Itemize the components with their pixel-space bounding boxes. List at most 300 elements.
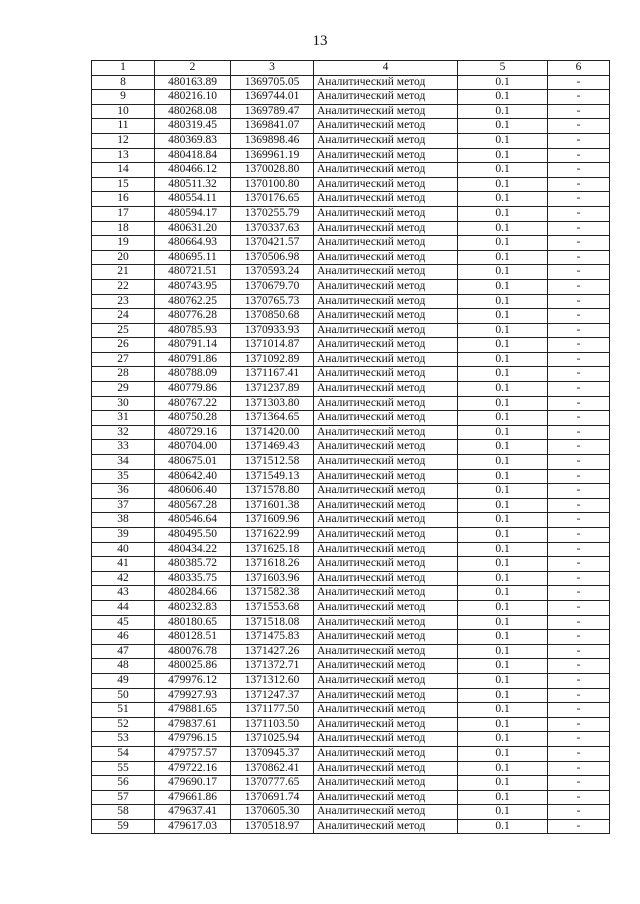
x-coordinate-cell: 480511.32 (155, 177, 231, 192)
note-cell: - (548, 148, 610, 163)
note-cell: - (548, 455, 610, 470)
method-cell: Аналитический метод (314, 557, 458, 572)
note-cell: - (548, 163, 610, 178)
table-row (92, 133, 610, 148)
note-cell: - (548, 673, 610, 688)
x-coordinate-cell: 480594.17 (155, 206, 231, 221)
point-number-cell: 23 (92, 294, 155, 309)
x-coordinate-cell: 480335.75 (155, 571, 231, 586)
y-coordinate-cell: 1370518.97 (231, 819, 314, 834)
x-coordinate-cell: 480779.86 (155, 382, 231, 397)
y-coordinate-cell: 1371475.83 (231, 630, 314, 645)
x-coordinate-cell: 479617.03 (155, 819, 231, 834)
table-row (92, 177, 610, 192)
x-coordinate-cell: 480767.22 (155, 396, 231, 411)
accuracy-cell: 0.1 (458, 528, 548, 543)
accuracy-cell: 0.1 (458, 732, 548, 747)
point-number-cell: 55 (92, 761, 155, 776)
note-cell: - (548, 790, 610, 805)
note-cell: - (548, 688, 610, 703)
x-coordinate-cell: 480729.16 (155, 425, 231, 440)
note-cell: - (548, 571, 610, 586)
x-coordinate-cell: 480076.78 (155, 644, 231, 659)
method-cell: Аналитический метод (314, 644, 458, 659)
x-coordinate-cell: 479881.65 (155, 703, 231, 718)
y-coordinate-cell: 1370593.24 (231, 265, 314, 280)
point-number-cell: 26 (92, 338, 155, 353)
table-row (92, 469, 610, 484)
accuracy-cell: 0.1 (458, 673, 548, 688)
method-cell: Аналитический метод (314, 221, 458, 236)
x-coordinate-cell: 480721.51 (155, 265, 231, 280)
table-body (92, 75, 610, 834)
method-cell: Аналитический метод (314, 717, 458, 732)
accuracy-cell: 0.1 (458, 90, 548, 105)
point-number-cell: 54 (92, 746, 155, 761)
note-cell: - (548, 104, 610, 119)
y-coordinate-cell: 1371512.58 (231, 455, 314, 470)
point-number-cell: 38 (92, 513, 155, 528)
accuracy-cell: 0.1 (458, 294, 548, 309)
x-coordinate-cell: 480025.86 (155, 659, 231, 674)
table-row (92, 600, 610, 615)
y-coordinate-cell: 1370862.41 (231, 761, 314, 776)
accuracy-cell: 0.1 (458, 148, 548, 163)
accuracy-cell: 0.1 (458, 557, 548, 572)
note-cell: - (548, 557, 610, 572)
y-coordinate-cell: 1371518.08 (231, 615, 314, 630)
point-number-cell: 52 (92, 717, 155, 732)
note-cell: - (548, 411, 610, 426)
x-coordinate-cell: 480675.01 (155, 455, 231, 470)
note-cell: - (548, 206, 610, 221)
point-number-cell: 48 (92, 659, 155, 674)
x-coordinate-cell: 480776.28 (155, 309, 231, 324)
method-cell: Аналитический метод (314, 615, 458, 630)
y-coordinate-cell: 1370765.73 (231, 294, 314, 309)
accuracy-cell: 0.1 (458, 600, 548, 615)
point-number-cell: 9 (92, 90, 155, 105)
method-cell: Аналитический метод (314, 177, 458, 192)
table-row (92, 455, 610, 470)
column-header-1: 1 (92, 61, 155, 76)
y-coordinate-cell: 1369705.05 (231, 75, 314, 90)
accuracy-cell: 0.1 (458, 440, 548, 455)
y-coordinate-cell: 1370255.79 (231, 206, 314, 221)
x-coordinate-cell: 479690.17 (155, 776, 231, 791)
point-number-cell: 43 (92, 586, 155, 601)
table-row (92, 323, 610, 338)
method-cell: Аналитический метод (314, 542, 458, 557)
method-cell: Аналитический метод (314, 746, 458, 761)
point-number-cell: 44 (92, 600, 155, 615)
note-cell: - (548, 513, 610, 528)
note-cell: - (548, 717, 610, 732)
accuracy-cell: 0.1 (458, 615, 548, 630)
y-coordinate-cell: 1371469.43 (231, 440, 314, 455)
accuracy-cell: 0.1 (458, 411, 548, 426)
method-cell: Аналитический метод (314, 673, 458, 688)
point-number-cell: 36 (92, 484, 155, 499)
note-cell: - (548, 615, 610, 630)
accuracy-cell: 0.1 (458, 236, 548, 251)
table-row (92, 440, 610, 455)
method-cell: Аналитический метод (314, 236, 458, 251)
note-cell: - (548, 309, 610, 324)
y-coordinate-cell: 1369841.07 (231, 119, 314, 134)
x-coordinate-cell: 480554.11 (155, 192, 231, 207)
x-coordinate-cell: 479722.16 (155, 761, 231, 776)
point-number-cell: 30 (92, 396, 155, 411)
table-row (92, 411, 610, 426)
y-coordinate-cell: 1369789.47 (231, 104, 314, 119)
accuracy-cell: 0.1 (458, 425, 548, 440)
x-coordinate-cell: 479637.41 (155, 805, 231, 820)
x-coordinate-cell: 480232.83 (155, 600, 231, 615)
table-row (92, 615, 610, 630)
point-number-cell: 19 (92, 236, 155, 251)
accuracy-cell: 0.1 (458, 571, 548, 586)
x-coordinate-cell: 480664.93 (155, 236, 231, 251)
y-coordinate-cell: 1371601.38 (231, 498, 314, 513)
table-row (92, 192, 610, 207)
table-row (92, 659, 610, 674)
y-coordinate-cell: 1371092.89 (231, 352, 314, 367)
accuracy-cell: 0.1 (458, 630, 548, 645)
point-number-cell: 18 (92, 221, 155, 236)
table-row (92, 528, 610, 543)
table-row (92, 557, 610, 572)
accuracy-cell: 0.1 (458, 746, 548, 761)
table-row (92, 148, 610, 163)
y-coordinate-cell: 1371014.87 (231, 338, 314, 353)
method-cell: Аналитический метод (314, 279, 458, 294)
table-row (92, 425, 610, 440)
note-cell: - (548, 703, 610, 718)
table-row (92, 352, 610, 367)
accuracy-cell: 0.1 (458, 338, 548, 353)
y-coordinate-cell: 1371103.50 (231, 717, 314, 732)
method-cell: Аналитический метод (314, 323, 458, 338)
x-coordinate-cell: 479837.61 (155, 717, 231, 732)
point-number-cell: 37 (92, 498, 155, 513)
x-coordinate-cell: 480642.40 (155, 469, 231, 484)
accuracy-cell: 0.1 (458, 382, 548, 397)
point-number-cell: 15 (92, 177, 155, 192)
accuracy-cell: 0.1 (458, 367, 548, 382)
x-coordinate-cell: 480128.51 (155, 630, 231, 645)
y-coordinate-cell: 1371364.65 (231, 411, 314, 426)
accuracy-cell: 0.1 (458, 396, 548, 411)
point-number-cell: 11 (92, 119, 155, 134)
accuracy-cell: 0.1 (458, 119, 548, 134)
x-coordinate-cell: 480567.28 (155, 498, 231, 513)
column-header-3: 3 (231, 61, 314, 76)
y-coordinate-cell: 1369898.46 (231, 133, 314, 148)
accuracy-cell: 0.1 (458, 586, 548, 601)
method-cell: Аналитический метод (314, 119, 458, 134)
accuracy-cell: 0.1 (458, 221, 548, 236)
method-cell: Аналитический метод (314, 294, 458, 309)
note-cell: - (548, 542, 610, 557)
accuracy-cell: 0.1 (458, 323, 548, 338)
accuracy-cell: 0.1 (458, 484, 548, 499)
method-cell: Аналитический метод (314, 367, 458, 382)
point-number-cell: 29 (92, 382, 155, 397)
point-number-cell: 12 (92, 133, 155, 148)
note-cell: - (548, 265, 610, 280)
accuracy-cell: 0.1 (458, 644, 548, 659)
accuracy-cell: 0.1 (458, 265, 548, 280)
x-coordinate-cell: 480743.95 (155, 279, 231, 294)
y-coordinate-cell: 1370777.65 (231, 776, 314, 791)
y-coordinate-cell: 1371303.80 (231, 396, 314, 411)
accuracy-cell: 0.1 (458, 455, 548, 470)
note-cell: - (548, 382, 610, 397)
x-coordinate-cell: 480369.83 (155, 133, 231, 148)
note-cell: - (548, 732, 610, 747)
x-coordinate-cell: 480284.66 (155, 586, 231, 601)
note-cell: - (548, 630, 610, 645)
x-coordinate-cell: 480631.20 (155, 221, 231, 236)
table-row (92, 717, 610, 732)
note-cell: - (548, 177, 610, 192)
method-cell: Аналитический метод (314, 455, 458, 470)
x-coordinate-cell: 480791.14 (155, 338, 231, 353)
table-row (92, 75, 610, 90)
x-coordinate-cell: 480385.72 (155, 557, 231, 572)
x-coordinate-cell: 480495.50 (155, 528, 231, 543)
method-cell: Аналитический метод (314, 790, 458, 805)
point-number-cell: 22 (92, 279, 155, 294)
method-cell: Аналитический метод (314, 761, 458, 776)
table-row (92, 542, 610, 557)
table-row (92, 673, 610, 688)
table-row (92, 498, 610, 513)
note-cell: - (548, 761, 610, 776)
y-coordinate-cell: 1370679.70 (231, 279, 314, 294)
point-number-cell: 46 (92, 630, 155, 645)
y-coordinate-cell: 1371025.94 (231, 732, 314, 747)
y-coordinate-cell: 1370100.80 (231, 177, 314, 192)
y-coordinate-cell: 1371420.00 (231, 425, 314, 440)
note-cell: - (548, 279, 610, 294)
note-cell: - (548, 586, 610, 601)
x-coordinate-cell: 479661.86 (155, 790, 231, 805)
method-cell: Аналитический метод (314, 75, 458, 90)
method-cell: Аналитический метод (314, 133, 458, 148)
point-number-cell: 27 (92, 352, 155, 367)
note-cell: - (548, 338, 610, 353)
accuracy-cell: 0.1 (458, 309, 548, 324)
page-number: 13 (312, 33, 328, 49)
y-coordinate-cell: 1371582.38 (231, 586, 314, 601)
y-coordinate-cell: 1371312.60 (231, 673, 314, 688)
method-cell: Аналитический метод (314, 586, 458, 601)
table-row (92, 221, 610, 236)
y-coordinate-cell: 1371167.41 (231, 367, 314, 382)
accuracy-cell: 0.1 (458, 776, 548, 791)
point-number-cell: 10 (92, 104, 155, 119)
accuracy-cell: 0.1 (458, 819, 548, 834)
y-coordinate-cell: 1369744.01 (231, 90, 314, 105)
point-number-cell: 33 (92, 440, 155, 455)
y-coordinate-cell: 1371609.96 (231, 513, 314, 528)
x-coordinate-cell: 480750.28 (155, 411, 231, 426)
x-coordinate-cell: 480466.12 (155, 163, 231, 178)
y-coordinate-cell: 1371177.50 (231, 703, 314, 718)
table-row (92, 294, 610, 309)
note-cell: - (548, 746, 610, 761)
method-cell: Аналитический метод (314, 411, 458, 426)
table-row (92, 819, 610, 834)
table-row (92, 206, 610, 221)
table-row (92, 236, 610, 251)
y-coordinate-cell: 1371578.80 (231, 484, 314, 499)
note-cell: - (548, 644, 610, 659)
note-cell: - (548, 498, 610, 513)
method-cell: Аналитический метод (314, 600, 458, 615)
table-row (92, 586, 610, 601)
x-coordinate-cell: 480606.40 (155, 484, 231, 499)
x-coordinate-cell: 480704.00 (155, 440, 231, 455)
point-number-cell: 35 (92, 469, 155, 484)
method-cell: Аналитический метод (314, 513, 458, 528)
y-coordinate-cell: 1371247.37 (231, 688, 314, 703)
y-coordinate-cell: 1369961.19 (231, 148, 314, 163)
table-row (92, 790, 610, 805)
accuracy-cell: 0.1 (458, 717, 548, 732)
x-coordinate-cell: 480268.08 (155, 104, 231, 119)
point-number-cell: 21 (92, 265, 155, 280)
note-cell: - (548, 528, 610, 543)
table-row (92, 104, 610, 119)
point-number-cell: 50 (92, 688, 155, 703)
note-cell: - (548, 90, 610, 105)
table-row (92, 630, 610, 645)
method-cell: Аналитический метод (314, 338, 458, 353)
accuracy-cell: 0.1 (458, 703, 548, 718)
method-cell: Аналитический метод (314, 659, 458, 674)
y-coordinate-cell: 1370506.98 (231, 250, 314, 265)
x-coordinate-cell: 480216.10 (155, 90, 231, 105)
accuracy-cell: 0.1 (458, 104, 548, 119)
method-cell: Аналитический метод (314, 425, 458, 440)
accuracy-cell: 0.1 (458, 542, 548, 557)
method-cell: Аналитический метод (314, 630, 458, 645)
table-row (92, 382, 610, 397)
method-cell: Аналитический метод (314, 352, 458, 367)
method-cell: Аналитический метод (314, 396, 458, 411)
point-number-cell: 8 (92, 75, 155, 90)
table-row (92, 703, 610, 718)
y-coordinate-cell: 1370176.65 (231, 192, 314, 207)
point-number-cell: 45 (92, 615, 155, 630)
note-cell: - (548, 352, 610, 367)
y-coordinate-cell: 1371618.26 (231, 557, 314, 572)
point-number-cell: 49 (92, 673, 155, 688)
y-coordinate-cell: 1371549.13 (231, 469, 314, 484)
note-cell: - (548, 250, 610, 265)
accuracy-cell: 0.1 (458, 133, 548, 148)
point-number-cell: 39 (92, 528, 155, 543)
method-cell: Аналитический метод (314, 382, 458, 397)
note-cell: - (548, 425, 610, 440)
y-coordinate-cell: 1371553.68 (231, 600, 314, 615)
point-number-cell: 31 (92, 411, 155, 426)
y-coordinate-cell: 1371237.89 (231, 382, 314, 397)
x-coordinate-cell: 480788.09 (155, 367, 231, 382)
x-coordinate-cell: 480163.89 (155, 75, 231, 90)
method-cell: Аналитический метод (314, 192, 458, 207)
table-row (92, 513, 610, 528)
point-number-cell: 58 (92, 805, 155, 820)
table-row (92, 776, 610, 791)
x-coordinate-cell: 480546.64 (155, 513, 231, 528)
x-coordinate-cell: 479796.15 (155, 732, 231, 747)
method-cell: Аналитический метод (314, 703, 458, 718)
note-cell: - (548, 600, 610, 615)
table-row (92, 732, 610, 747)
point-number-cell: 51 (92, 703, 155, 718)
accuracy-cell: 0.1 (458, 250, 548, 265)
method-cell: Аналитический метод (314, 571, 458, 586)
method-cell: Аналитический метод (314, 469, 458, 484)
y-coordinate-cell: 1371603.96 (231, 571, 314, 586)
point-number-cell: 34 (92, 455, 155, 470)
accuracy-cell: 0.1 (458, 659, 548, 674)
y-coordinate-cell: 1370337.63 (231, 221, 314, 236)
point-number-cell: 17 (92, 206, 155, 221)
table-row (92, 396, 610, 411)
note-cell: - (548, 659, 610, 674)
note-cell: - (548, 805, 610, 820)
y-coordinate-cell: 1371622.99 (231, 528, 314, 543)
accuracy-cell: 0.1 (458, 163, 548, 178)
accuracy-cell: 0.1 (458, 75, 548, 90)
x-coordinate-cell: 479757.57 (155, 746, 231, 761)
table-row (92, 163, 610, 178)
point-number-cell: 53 (92, 732, 155, 747)
note-cell: - (548, 440, 610, 455)
accuracy-cell: 0.1 (458, 352, 548, 367)
y-coordinate-cell: 1370691.74 (231, 790, 314, 805)
accuracy-cell: 0.1 (458, 790, 548, 805)
note-cell: - (548, 119, 610, 134)
method-cell: Аналитический метод (314, 163, 458, 178)
point-number-cell: 24 (92, 309, 155, 324)
table-row (92, 484, 610, 499)
accuracy-cell: 0.1 (458, 513, 548, 528)
y-coordinate-cell: 1370028.80 (231, 163, 314, 178)
column-header-6: 6 (548, 61, 610, 76)
method-cell: Аналитический метод (314, 90, 458, 105)
table-row (92, 265, 610, 280)
y-coordinate-cell: 1370605.30 (231, 805, 314, 820)
point-number-cell: 14 (92, 163, 155, 178)
note-cell: - (548, 294, 610, 309)
note-cell: - (548, 133, 610, 148)
method-cell: Аналитический метод (314, 688, 458, 703)
table-header-row (92, 61, 610, 76)
point-number-cell: 40 (92, 542, 155, 557)
x-coordinate-cell: 480791.86 (155, 352, 231, 367)
table-row (92, 644, 610, 659)
point-number-cell: 41 (92, 557, 155, 572)
x-coordinate-cell: 480785.93 (155, 323, 231, 338)
table-row (92, 367, 610, 382)
method-cell: Аналитический метод (314, 148, 458, 163)
